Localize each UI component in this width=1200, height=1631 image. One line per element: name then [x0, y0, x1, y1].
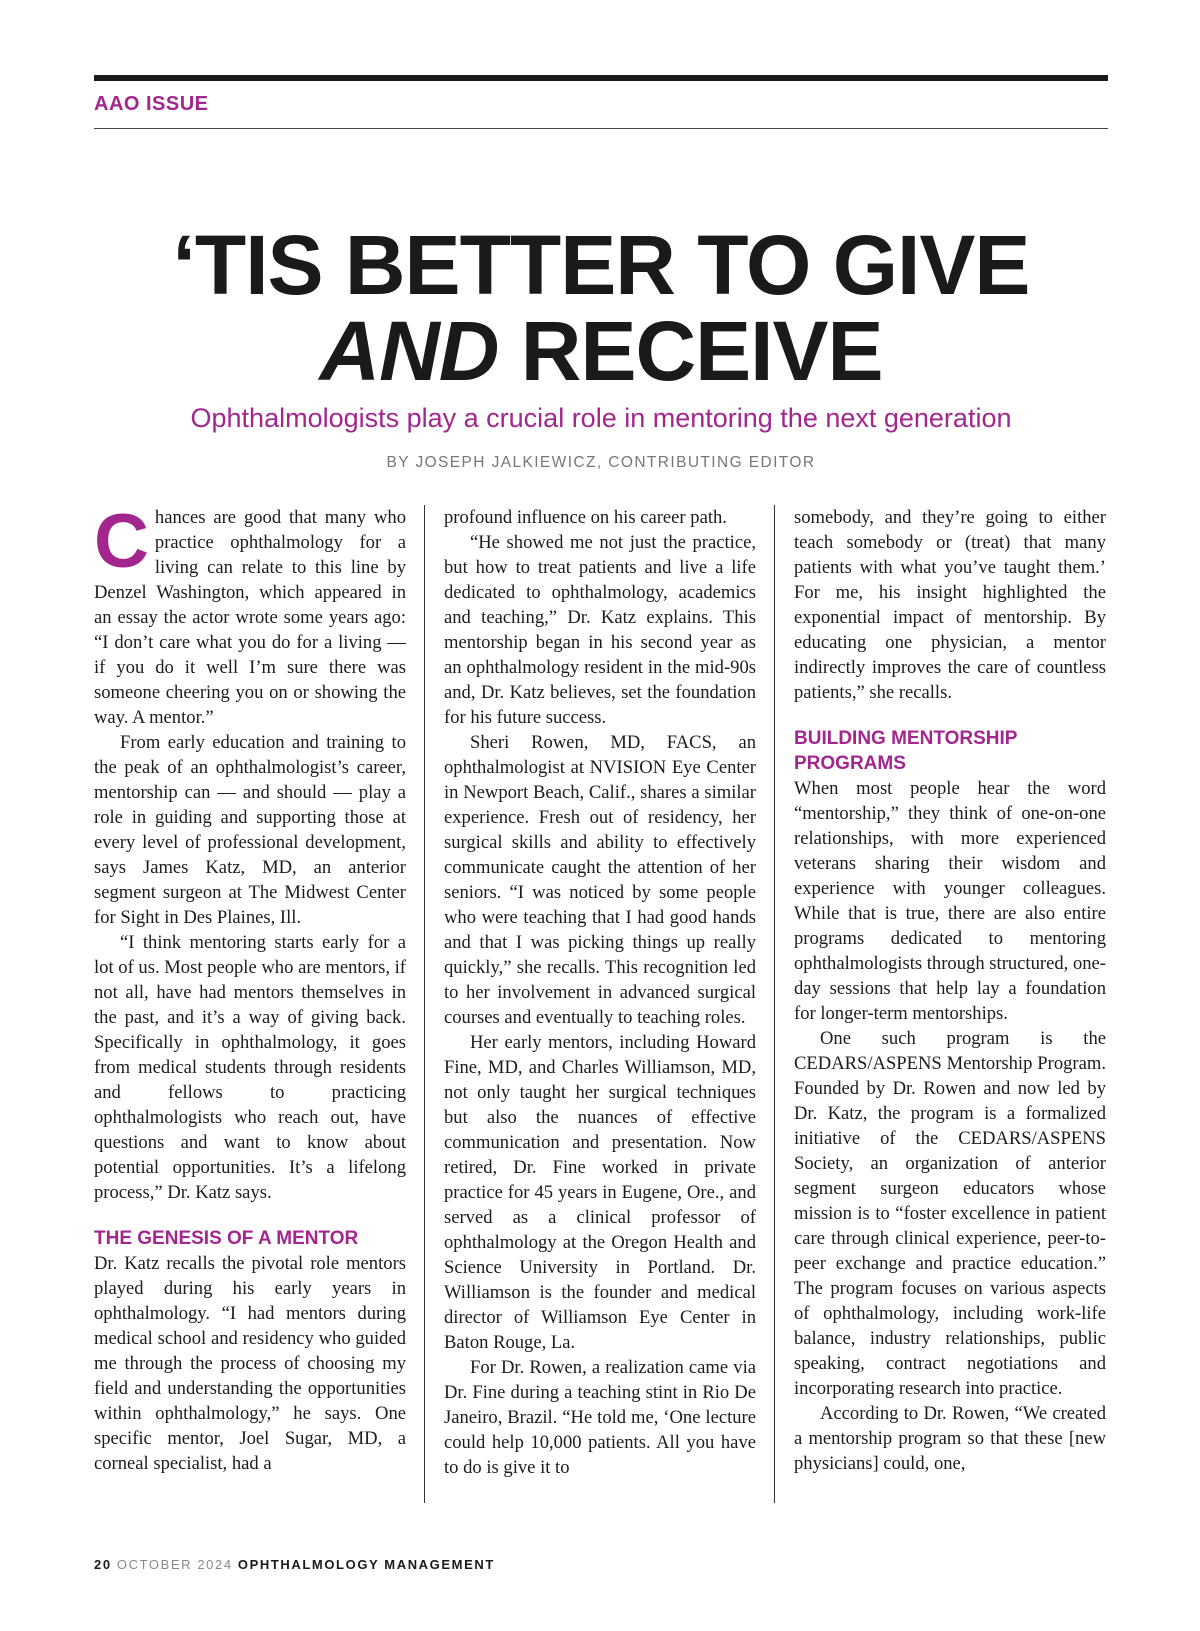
paragraph: profound influence on his career path. [444, 507, 727, 528]
article-column-2 [444, 505, 756, 1480]
paragraph: Dr. Katz recalls the pivotal role mentors played during his early years in ophthalmology. “I had mentors during medical school and residency who guided me through the process of choosing my field and understanding the opportunities within ophthalmology,” he says. One specific mentor, Joel Sugar, MD, a corneal specialist, had a [94, 1253, 406, 1474]
issue-date: OCTOBER 2024 [116, 1557, 233, 1572]
byline: BY JOSEPH JALKIEWICZ, CONTRIBUTING EDITOR [386, 454, 816, 471]
header-divider [94, 128, 1108, 129]
title-line-2: RECEIVE [498, 304, 883, 398]
paragraph: For Dr. Rowen, a realization came via Dr. Fine during a teaching stint in Rio De Janeiro, Brazil. “He told me, ‘One lecture could help 10,000 patients. All you have to do is give it to [444, 1357, 756, 1478]
drop-cap: C [94, 499, 149, 584]
title-line-1: ‘TIS BETTER TO GIVE [172, 218, 1030, 312]
paragraph: One such program is the CEDARS/ASPENS Mentorship Program. Founded by Dr. Rowen and now led by Dr. Katz, the program is a formalized initiative of the CEDARS/ASPENS Society, an organization of anterior segment surgeon educators whose mission is to “foster excellence in patient care through clinical experience, peer-to-peer exchange and practice education.” The program focuses on various aspects of ophthalmology, including work-life balance, industry relationships, public speaking, contract negotiations and incorporating research into practice. [794, 1028, 1106, 1399]
publication-name: OPHTHALMOLOGY MANAGEMENT [237, 1557, 495, 1572]
page-footer [94, 1557, 495, 1572]
section-label: AAO ISSUE [94, 93, 209, 115]
column-divider [774, 505, 775, 1503]
top-rule [94, 75, 1108, 81]
paragraph: somebody, and they’re going to either teach somebody or (treat) that many patients with what you’ve taught them.’ For me, his insight highlighted the exponential impact of mentorship. By educating one physician, a mentor indirectly improves the care of countless patients,” she recalls. [794, 507, 1106, 703]
title-italic-word: AND [319, 304, 499, 398]
section-subhead: THE GENESIS OF A MENTOR [94, 1228, 359, 1249]
article-column-1 [94, 499, 406, 1476]
column-divider [424, 505, 425, 1503]
paragraph: When most people hear the word “mentorship,” they think of one-on-one relationships, with more experienced veterans sharing their wisdom and experience with younger colleagues. While that is true, there are also entire programs dedicated to mentoring ophthalmologists through structured, one-day sessions that help lay a foundation for longer-term mentorships. [794, 778, 1106, 1024]
paragraph: From early education and training to the peak of an ophthalmologist’s career, mentorship can — and should — play a role in guiding and supporting those at every level of professional development, says James Katz, MD, an anterior segment surgeon at The Midwest Center for Sight in Des Plaines, Ill. [94, 732, 406, 928]
paragraph: “He showed me not just the practice, but how to treat patients and live a life dedicated to ophthalmology, academics and teaching,” Dr. Katz explains. This mentorship began in his second year as an ophthalmology resident in the mid-90s and, Dr. Katz believes, set the foundation for his future success. [444, 532, 756, 728]
paragraph: “I think mentoring starts early for a lot of us. Most people who are mentors, if not all, have had mentors themselves in the past, and it’s a way of giving back. Specifically in ophthalmology, it goes from medical students through residents and fellows to practicing ophthalmologists who reach out, have questions and want to know about potential opportunities. It’s a lifelong process,” Dr. Katz says. [94, 932, 406, 1203]
article-title [94, 218, 1108, 398]
page-number: 20 [94, 1557, 112, 1572]
paragraph: Sheri Rowen, MD, FACS, an ophthalmologist at NVISION Eye Center in Newport Beach, Calif., shares a similar experience. Fresh out of residency, her surgical skills and ability to effectively communicate caught the attention of her seniors. “I was noticed by some people who were teaching that I had good hands and that I was picking things up really quickly,” she recalls. This recognition led to her involvement in advanced surgical courses and eventually to teaching roles. [444, 732, 756, 1028]
paragraph [94, 499, 406, 730]
article-subtitle: Ophthalmologists play a crucial role in mentoring the next generation [190, 403, 1012, 433]
paragraph: According to Dr. Rowen, “We created a mentorship program so that these [new physicians] could, one, [794, 1403, 1106, 1474]
paragraph-text: hances are good that many who practice ophthalmology for a living can relate to this line by Denzel Washington, which appeared in an essay the actor wrote some years ago: “I don’t care what you do for a living — if you do it well I’m sure there was someone cheering you on or showing the way. A mentor.” [94, 507, 406, 728]
article-column-3 [794, 505, 1106, 1476]
section-subhead: BUILDING MENTORSHIP PROGRAMS [794, 728, 1018, 774]
paragraph: Her early mentors, including Howard Fine, MD, and Charles Williamson, MD, not only taught her surgical techniques but also the nuances of effective communication and presentation. Now retired, Dr. Fine worked in private practice for 45 years in Eugene, Ore., and served as a clinical professor of ophthalmology at the Oregon Health and Science University in Portland. Dr. Williamson is the founder and medical director of Williamson Eye Center in Baton Rouge, La. [444, 1032, 756, 1353]
